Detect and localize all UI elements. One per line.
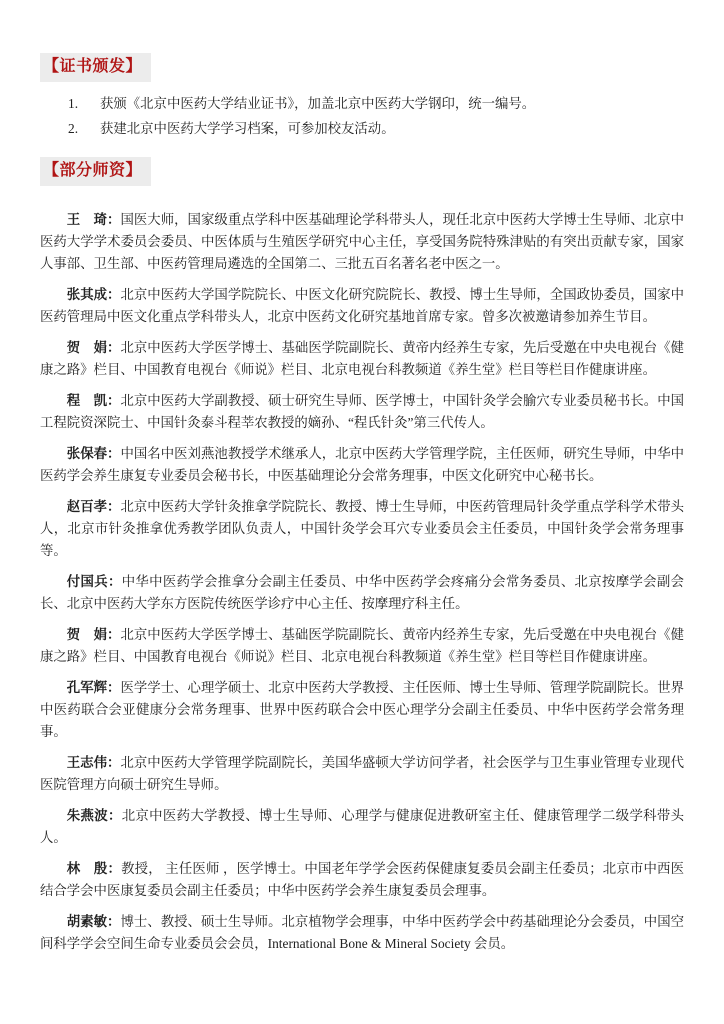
- faculty-name: 林 殷：: [66, 861, 122, 876]
- faculty-name: 王志伟：: [66, 755, 121, 770]
- faculty-bio: 北京中医药大学管理学院副院长，美国华盛顿大学访问学者，社会医学与卫生事业管理专业现代医院管理方向硕士研究生导师。: [40, 755, 684, 792]
- certificate-list-item: [40, 120, 684, 138]
- faculty-name: 付国兵：: [66, 574, 122, 589]
- faculty-paragraph: [40, 337, 684, 381]
- faculty-list: [40, 209, 684, 955]
- faculty-paragraph: [40, 805, 684, 849]
- faculty-name: 贺 娟：: [66, 627, 121, 642]
- faculty-bio: 中华中医药学会推拿分会副主任委员、中华中医药学会疼痛分会常务委员、北京按摩学会副会长、北京中医药大学东方医院传统医学诊疗中心主任、按摩理疗科主任。: [40, 574, 685, 611]
- faculty-name: 贺 娟：: [66, 340, 121, 355]
- list-item-text: 获颁《北京中医药大学结业证书》，加盖北京中医药大学钢印，统一编号。: [100, 96, 536, 111]
- faculty-bio: 北京中医药大学针灸推拿学院院长、教授、博士生导师，中医药管理局针灸学重点学科学术带头人，北京市针灸推拿优秀教学团队负责人，中国针灸学会耳穴专业委员会主任委员，中国针灸学会常务理事等。: [40, 499, 684, 558]
- faculty-paragraph: [40, 677, 684, 743]
- certificate-list-item: [40, 95, 684, 113]
- faculty-paragraph: [40, 443, 684, 487]
- faculty-name: 王 琦：: [66, 212, 121, 227]
- faculty-bio: 北京中医药大学医学博士、基础医学院副院长、黄帝内经养生专家，先后受邀在中央电视台《健康之路》栏目、中国教育电视台《师说》栏目、北京电视台科教频道《养生堂》栏目等栏目作健康讲座。: [40, 340, 684, 377]
- faculty-paragraph: [40, 858, 684, 902]
- faculty-name: 胡素敏：: [66, 914, 121, 929]
- faculty-paragraph: [40, 496, 684, 562]
- certificate-header-box: [40, 53, 151, 82]
- faculty-name: 张其成：: [66, 287, 121, 302]
- list-item-text: 获建北京中医药大学学习档案，可参加校友活动。: [100, 121, 395, 136]
- faculty-bio: 北京中医药大学副教授、硕士研究生导师、医学博士，中国针灸学会腧穴专业委员秘书长。中国工程院资深院士、中国针灸泰斗程莘农教授的嫡孙、“程氏针灸”第三代传人。: [40, 393, 684, 430]
- certificate-section-header: [40, 53, 684, 82]
- faculty-paragraph: [40, 390, 684, 434]
- faculty-bio: 医学学士、心理学硕士、北京中医药大学教授、主任医师、博士生导师、管理学院副院长。世界中医药联合会亚健康分会常务理事、世界中医药联合会中医心理学分会副主任委员、中华中医药学会常务理事。: [40, 680, 684, 739]
- faculty-bio: 国医大师，国家级重点学科中医基础理论学科带头人，现任北京中医药大学博士生导师、北京中医药大学学术委员会委员、中医体质与生殖医学研究中心主任，享受国务院特殊津贴的有突出贡献专家，国家人事部、卫生部、中医药管理局遴选的全国第二、三批五百名著名老中医之一。: [40, 212, 684, 271]
- faculty-name: 孔军辉：: [66, 680, 121, 695]
- faculty-paragraph: [40, 752, 684, 796]
- faculty-paragraph: [40, 284, 684, 328]
- faculty-name: 赵百孝：: [66, 499, 121, 514]
- faculty-header-box: [40, 157, 151, 186]
- faculty-section-title: 【部分师资】: [43, 162, 143, 179]
- faculty-bio: 教授， 主任医师 ，医学博士。中国老年学学会医药保健康复委员会副主任委员；北京市中西医结合学会中医康复委员会副主任委员；中华中医药学会养生康复委员会理事。: [40, 861, 685, 898]
- faculty-name: 朱燕波：: [66, 808, 122, 823]
- faculty-bio: 博士、教授、硕士生导师。北京植物学会理事，中华中医药学会中药基础理论分会委员，中国空间科学学会空间生命专业委员会会员，International Bone & Mineral Society 会员。: [40, 914, 684, 951]
- faculty-name: 程 凯：: [66, 393, 121, 408]
- faculty-bio: 中国名中医刘燕池教授学术继承人，北京中医药大学管理学院，主任医师，研究生导师，中华中医药学会养生康复专业委员会秘书长，中医基础理论分会常务理事，中医文化研究中心秘书长。: [40, 446, 684, 483]
- faculty-paragraph: [40, 624, 684, 668]
- faculty-bio: 北京中医药大学教授、博士生导师、心理学与健康促进教研室主任、健康管理学二级学科带头人。: [40, 808, 685, 845]
- faculty-paragraph: [40, 911, 684, 955]
- faculty-paragraph: [40, 209, 684, 275]
- certificate-section-title: 【证书颁发】: [43, 58, 143, 75]
- faculty-name: 张保春：: [66, 446, 121, 461]
- faculty-bio: 北京中医药大学医学博士、基础医学院副院长、黄帝内经养生专家，先后受邀在中央电视台《健康之路》栏目、中国教育电视台《师说》栏目、北京电视台科教频道《养生堂》栏目等栏目作健康讲座。: [40, 627, 684, 664]
- faculty-bio: 北京中医药大学国学院院长、中医文化研究院院长、教授、博士生导师，全国政协委员，国家中医药管理局中医文化重点学科带头人，北京中医药文化研究基地首席专家。曾多次被邀请参加养生节目。: [40, 287, 684, 324]
- certificate-list: [40, 95, 684, 138]
- faculty-section-header: [40, 157, 684, 186]
- faculty-paragraph: [40, 571, 684, 615]
- list-item-number: 2.: [68, 121, 79, 136]
- list-item-number: 1.: [68, 96, 79, 111]
